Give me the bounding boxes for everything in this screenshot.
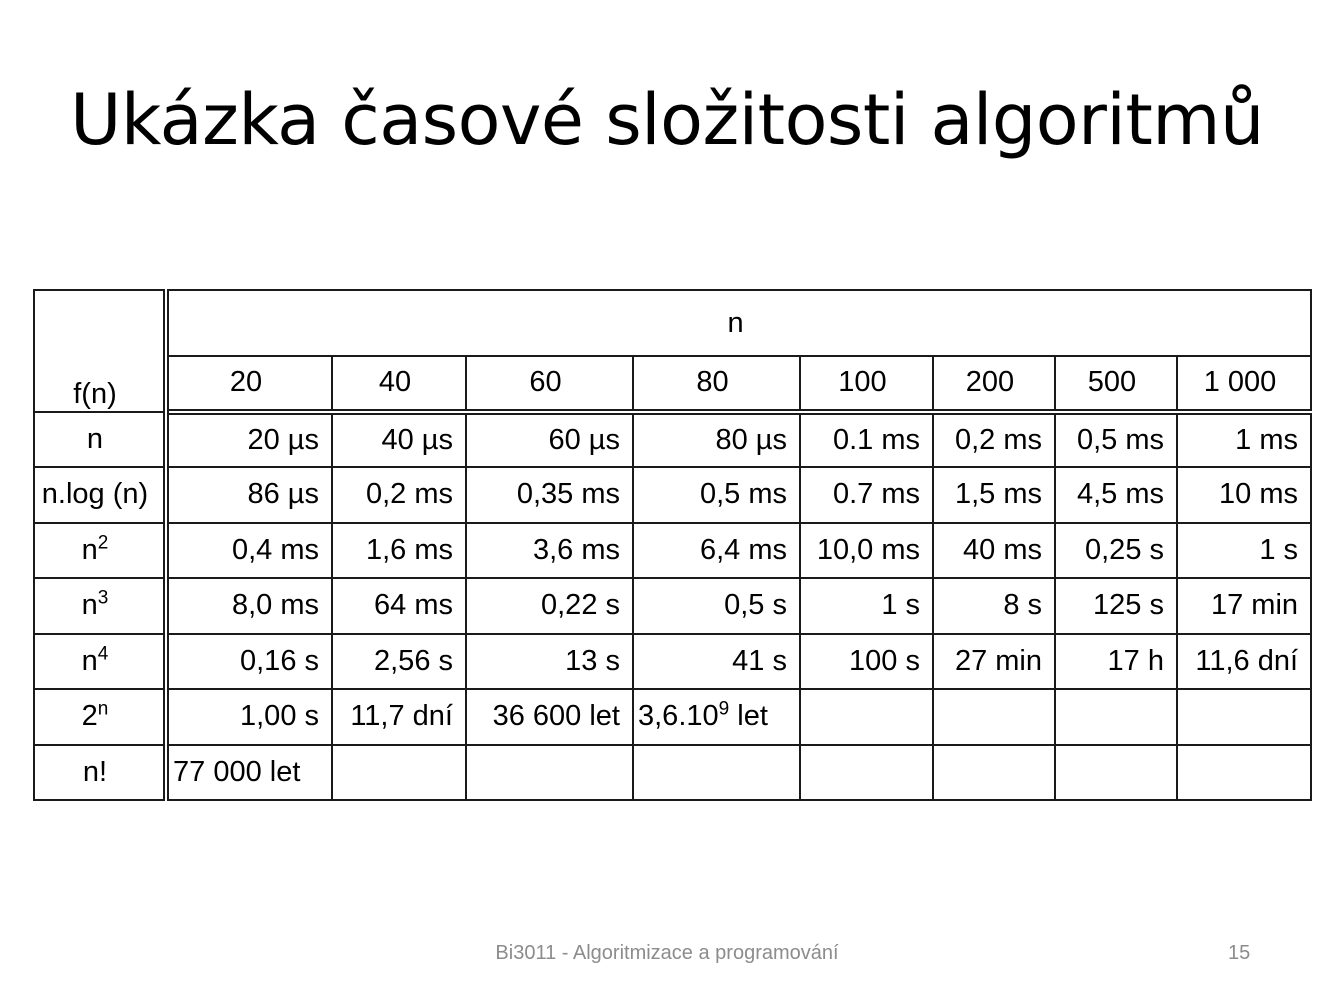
cell-value: 13 s bbox=[565, 644, 620, 677]
table-row bbox=[34, 745, 1311, 801]
cell-value: 80 µs bbox=[715, 423, 787, 456]
cell-value: 1 s bbox=[1259, 533, 1299, 566]
table-cell bbox=[633, 523, 800, 579]
table-row bbox=[34, 634, 1311, 690]
table-row bbox=[34, 578, 1311, 634]
table-row bbox=[34, 523, 1311, 579]
row-label-exponent: 2 bbox=[97, 532, 109, 554]
table-row bbox=[34, 689, 1311, 745]
table-cell bbox=[633, 467, 800, 523]
cell-value: 0,5 s bbox=[724, 589, 787, 622]
table-cell bbox=[466, 745, 633, 801]
header-row-group bbox=[34, 290, 1311, 356]
table-cell bbox=[933, 412, 1055, 468]
table-cell bbox=[466, 523, 633, 579]
table-cell bbox=[166, 689, 332, 745]
cell-value: 1 s bbox=[881, 589, 920, 622]
row-label-exponent: n bbox=[97, 698, 109, 720]
table-cell bbox=[1055, 412, 1177, 468]
cell-value: 2,56 s bbox=[374, 644, 453, 677]
table-cell bbox=[1055, 578, 1177, 634]
cell-value: 1,5 ms bbox=[954, 478, 1042, 511]
cell-value: 0,2 ms bbox=[365, 478, 453, 511]
table-cell bbox=[633, 634, 800, 690]
table-cell bbox=[1177, 412, 1311, 468]
cell-exponent: 9 bbox=[718, 698, 730, 720]
table-cell bbox=[633, 578, 800, 634]
row-label-base: n bbox=[81, 533, 98, 566]
cell-value: 64 ms bbox=[374, 589, 453, 622]
row-label-base: 2 bbox=[81, 700, 98, 733]
footer-text: Bi3011 - Algoritmizace a programování bbox=[495, 942, 839, 964]
cell-value: 40 ms bbox=[963, 533, 1042, 566]
cell-value: 20 µs bbox=[247, 423, 319, 456]
table-cell bbox=[800, 412, 933, 468]
cell-value: 60 µs bbox=[548, 423, 620, 456]
cell-value: 0.7 ms bbox=[832, 478, 920, 511]
row-label bbox=[34, 689, 166, 745]
table-cell bbox=[933, 578, 1055, 634]
table-cell bbox=[633, 412, 800, 468]
table-cell bbox=[466, 689, 633, 745]
page-number: 15 bbox=[1228, 942, 1251, 964]
table-cell bbox=[1177, 467, 1311, 523]
table-cell bbox=[800, 689, 933, 745]
column-header: 200 bbox=[933, 356, 1055, 412]
cell-value: 10 ms bbox=[1219, 478, 1299, 511]
column-header: 80 bbox=[633, 356, 800, 412]
cell-value: 1,00 s bbox=[240, 700, 319, 733]
table-cell bbox=[1055, 523, 1177, 579]
cell-value: 0,4 ms bbox=[231, 533, 319, 566]
table-cell bbox=[933, 634, 1055, 690]
table-cell bbox=[332, 689, 466, 745]
table-cell bbox=[933, 467, 1055, 523]
cell-value: 0,25 s bbox=[1085, 533, 1164, 566]
cell-value: 8,0 ms bbox=[231, 589, 319, 622]
cell-suffix: let bbox=[729, 700, 768, 733]
row-label bbox=[34, 467, 166, 523]
table-cell bbox=[166, 745, 332, 801]
table-cell bbox=[633, 689, 800, 745]
table-cell bbox=[1055, 634, 1177, 690]
cell-value: 11,6 dní bbox=[1195, 644, 1299, 677]
cell-value: 0,5 ms bbox=[1076, 423, 1164, 456]
cell-value: 6,4 ms bbox=[699, 533, 787, 566]
row-label-base: n.log (n) bbox=[41, 478, 149, 511]
table-cell bbox=[1177, 689, 1311, 745]
table-cell bbox=[800, 578, 933, 634]
table-cell bbox=[1055, 689, 1177, 745]
table-row bbox=[34, 412, 1311, 468]
table-body bbox=[34, 412, 1311, 801]
cell-value: 11,7 dní bbox=[350, 700, 453, 733]
row-label-base: n bbox=[81, 644, 98, 677]
cell-value: 0.1 ms bbox=[832, 423, 920, 456]
cell-value: 40 µs bbox=[381, 423, 453, 456]
table-cell bbox=[1177, 523, 1311, 579]
table-cell bbox=[633, 745, 800, 801]
column-header: 100 bbox=[800, 356, 933, 412]
cell-value: 0,35 ms bbox=[516, 478, 620, 511]
cell-value: 100 s bbox=[849, 644, 920, 677]
row-label-base: n bbox=[81, 589, 98, 622]
table-cell bbox=[332, 745, 466, 801]
table-cell bbox=[1177, 745, 1311, 801]
cell-value: 86 µs bbox=[247, 478, 319, 511]
table-cell bbox=[332, 578, 466, 634]
table-cell bbox=[933, 745, 1055, 801]
table-cell bbox=[1055, 467, 1177, 523]
table-cell bbox=[466, 467, 633, 523]
row-label bbox=[34, 634, 166, 690]
complexity-table bbox=[33, 289, 1312, 801]
column-header: 20 bbox=[166, 356, 332, 412]
table-row bbox=[34, 467, 1311, 523]
cell-value: 10,0 ms bbox=[816, 533, 920, 566]
row-label-base: n! bbox=[82, 755, 108, 788]
table-cell bbox=[466, 634, 633, 690]
slide-title: Ukázka časové složitosti algoritmů bbox=[70, 79, 1264, 161]
table-cell bbox=[933, 689, 1055, 745]
table-cell bbox=[800, 634, 933, 690]
row-label-exponent: 4 bbox=[97, 643, 109, 665]
cell-value: 4,5 ms bbox=[1076, 478, 1164, 511]
row-label bbox=[34, 412, 166, 468]
table-cell bbox=[166, 634, 332, 690]
row-label bbox=[34, 523, 166, 579]
column-header: 60 bbox=[466, 356, 633, 412]
cell-value: 17 h bbox=[1107, 644, 1164, 677]
table-cell bbox=[166, 412, 332, 468]
table-cell bbox=[332, 412, 466, 468]
row-label bbox=[34, 578, 166, 634]
group-header: n bbox=[166, 290, 1311, 356]
corner-label: f(n) bbox=[34, 290, 166, 412]
table-cell bbox=[332, 523, 466, 579]
cell-value: 36 600 let bbox=[492, 700, 620, 733]
cell-value: 0,2 ms bbox=[954, 423, 1042, 456]
header-row-columns bbox=[34, 356, 1311, 412]
cell-value: 3,6.10 bbox=[638, 700, 719, 733]
cell-value: 3,6 ms bbox=[532, 533, 620, 566]
table-cell bbox=[166, 578, 332, 634]
cell-value: 0,22 s bbox=[541, 589, 620, 622]
table-cell bbox=[1055, 745, 1177, 801]
table-cell bbox=[933, 523, 1055, 579]
table-cell bbox=[800, 745, 933, 801]
cell-value: 0,16 s bbox=[240, 644, 319, 677]
cell-value: 41 s bbox=[732, 644, 787, 677]
table-cell bbox=[166, 467, 332, 523]
cell-value: 8 s bbox=[1003, 589, 1042, 622]
cell-value: 27 min bbox=[954, 644, 1042, 677]
table-cell bbox=[166, 523, 332, 579]
row-label-exponent: 3 bbox=[97, 587, 109, 609]
cell-value: 0,5 ms bbox=[699, 478, 787, 511]
column-header: 40 bbox=[332, 356, 466, 412]
table-cell bbox=[1177, 578, 1311, 634]
cell-value: 1 ms bbox=[1235, 423, 1299, 456]
table-cell bbox=[466, 578, 633, 634]
row-label bbox=[34, 745, 166, 801]
table-cell bbox=[1177, 634, 1311, 690]
table-cell bbox=[800, 467, 933, 523]
column-header: 500 bbox=[1055, 356, 1177, 412]
row-label-base: n bbox=[86, 422, 104, 455]
cell-value: 125 s bbox=[1093, 589, 1164, 622]
table-cell bbox=[800, 523, 933, 579]
column-header: 1 000 bbox=[1177, 356, 1311, 412]
table-cell bbox=[466, 412, 633, 468]
cell-value: 1,6 ms bbox=[365, 533, 453, 566]
table-cell bbox=[332, 467, 466, 523]
cell-value: 17 min bbox=[1210, 589, 1299, 622]
cell-value: 77 000 let bbox=[173, 755, 301, 788]
table-cell bbox=[332, 634, 466, 690]
